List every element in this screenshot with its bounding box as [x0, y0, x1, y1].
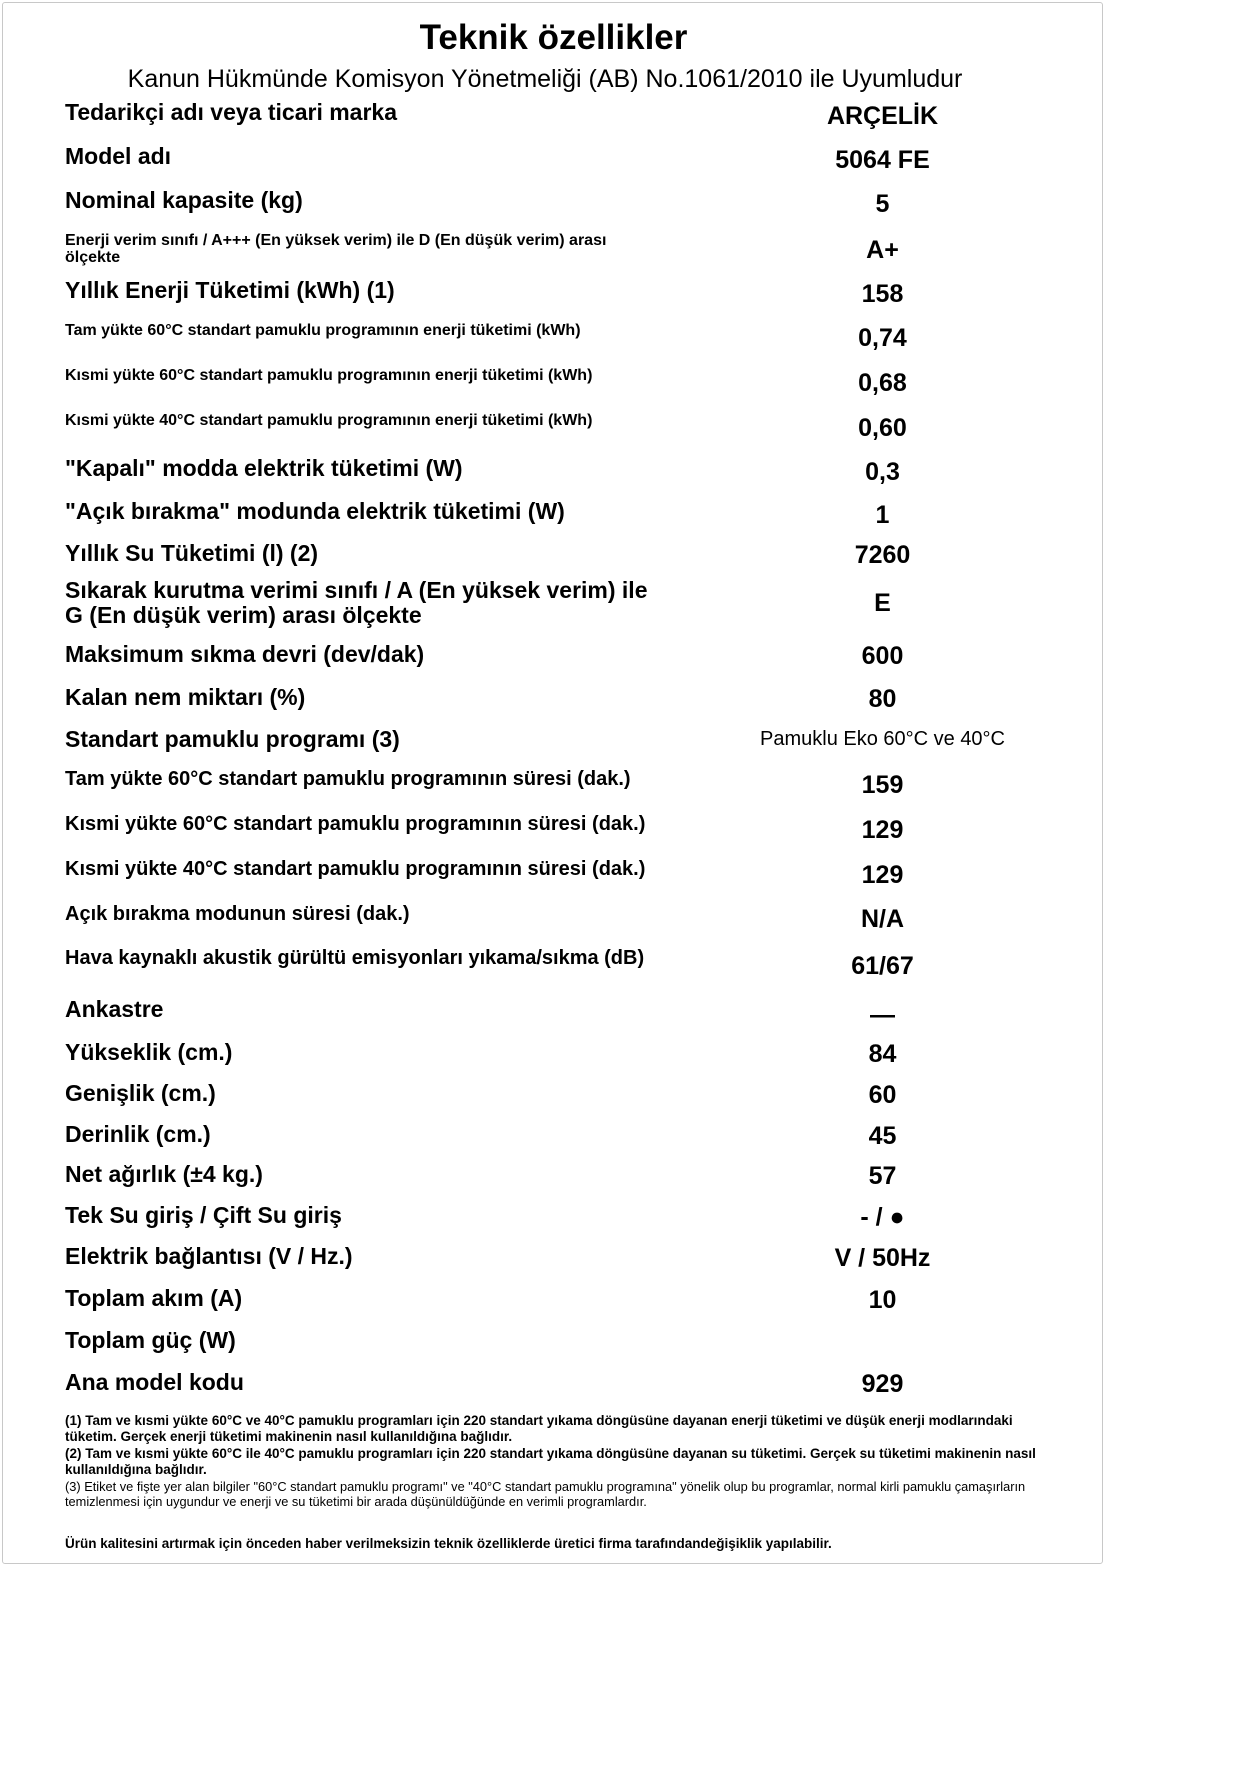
spec-value: 57 — [868, 1162, 897, 1190]
spec-label: Net ağırlık (±4 kg.) — [65, 1161, 263, 1187]
spec-label: Sıkarak kurutma verimi sınıfı / A (En yüksek verim) ile G (En düşük verim) arası ölçekte — [65, 577, 648, 628]
spec-value: 129 — [861, 816, 904, 844]
footnote-3: (3) Etiket ve fişte yer alan bilgiler "60°C standart pamuklu programı" ve "40°C standart pamuklu programına" yönelik olup bu programlar, normal kirli pamuklu çamaşırların temizlenmesi için uygundur ve enerji ve su tüketimi bir arada düşünüldüğünde en verimli programlardır. — [65, 1478, 1026, 1510]
spec-label: Toplam güç (W) — [65, 1327, 236, 1353]
spec-label: "Kapalı" modda elektrik tüketimi (W) — [65, 455, 463, 481]
spec-label: Derinlik (cm.) — [65, 1121, 211, 1147]
spec-label: Tek Su giriş / Çift Su giriş — [65, 1202, 342, 1228]
spec-label: Yıllık Enerji Tüketimi (kWh) (1) — [65, 277, 395, 303]
footnotes — [65, 1413, 1055, 1510]
spec-label: Maksimum sıkma devri (dev/dak) — [65, 641, 425, 667]
spec-label: Tedarikçi adı veya ticari marka — [65, 99, 397, 125]
page-subtitle: Kanun Hükmünde Komisyon Yönetmeliği (AB) No.1061/2010 ile Uyumludur — [127, 65, 963, 93]
spec-label: Yükseklik (cm.) — [65, 1039, 233, 1065]
spec-label: Yıllık Su Tüketimi (l) (2) — [65, 540, 319, 566]
spec-label: Kısmi yükte 60°C standart pamuklu programının enerji tüketimi (kWh) — [65, 367, 593, 384]
spec-label: Kısmi yükte 40°C standart pamuklu programının enerji tüketimi (kWh) — [65, 412, 593, 429]
spec-value: V / 50Hz — [834, 1244, 931, 1272]
spec-value: 0,3 — [865, 458, 900, 486]
spec-label: Enerji verim sınıfı / A+++ (En yüksek verim) ile D (En düşük verim) arası ölçekte — [65, 232, 607, 267]
spec-value: Pamuklu Eko 60°C ve 40°C — [760, 728, 1005, 750]
spec-value: 7260 — [854, 541, 911, 569]
spec-value: 600 — [861, 642, 904, 670]
spec-label: Ankastre — [65, 996, 164, 1022]
spec-label: Kısmi yükte 60°C standart pamuklu programının süresi (dak.) — [65, 813, 646, 835]
spec-label: Toplam akım (A) — [65, 1285, 243, 1311]
spec-value: 10 — [868, 1286, 897, 1314]
spec-label: Kalan nem miktarı (%) — [65, 684, 306, 710]
spec-value: 45 — [868, 1122, 897, 1150]
spec-value: 0,60 — [858, 414, 907, 442]
spec-value: 0,68 — [858, 369, 907, 397]
page-title: Teknik özellikler — [419, 18, 688, 57]
spec-label: Açık bırakma modunun süresi (dak.) — [65, 903, 410, 925]
spec-value: 129 — [861, 861, 904, 889]
spec-value: E — [874, 589, 891, 617]
spec-value: 60 — [868, 1081, 897, 1109]
spec-label: Kısmi yükte 40°C standart pamuklu programının süresi (dak.) — [65, 858, 646, 880]
spec-value: N/A — [860, 905, 905, 933]
spec-value: A+ — [866, 236, 899, 264]
spec-value: 1 — [875, 501, 890, 529]
spec-value: 84 — [868, 1040, 897, 1068]
spec-value: 0,74 — [858, 324, 907, 352]
spec-value: 61/67 — [851, 952, 914, 980]
spec-value: 159 — [861, 771, 904, 799]
spec-label: Nominal kapasite (kg) — [65, 187, 303, 213]
footnote-1: (1) Tam ve kısmi yükte 60°C ve 40°C pamuklu programları için 220 standart yıkama döngüsüne dayanan enerji tüketimi ve düşük enerji modlarındaki tüketim. Gerçek enerji tüketimi makinenin nasıl kullanıldığına bağlıdır. — [65, 1413, 1013, 1445]
spec-value: — — [870, 1001, 895, 1029]
spec-value: ARÇELİK — [826, 102, 939, 130]
spec-label: Ana model kodu — [65, 1369, 244, 1395]
spec-value: 5 — [875, 190, 890, 218]
spec-value: 929 — [861, 1370, 904, 1398]
spec-label: Tam yükte 60°C standart pamuklu programının süresi (dak.) — [65, 768, 631, 790]
spec-label: Elektrik bağlantısı (V / Hz.) — [65, 1243, 353, 1269]
spec-value: 158 — [861, 280, 904, 308]
spec-label: Hava kaynaklı akustik gürültü emisyonları yıkama/sıkma (dB) — [65, 947, 645, 969]
spec-value: 5064 FE — [835, 146, 930, 174]
spec-value: - / ● — [860, 1203, 905, 1231]
spec-value: 80 — [868, 685, 897, 713]
spec-label: Tam yükte 60°C standart pamuklu programının enerji tüketimi (kWh) — [65, 322, 581, 339]
footnote-2: (2) Tam ve kısmi yükte 60°C ile 40°C pamuklu programları için 220 standart yıkama döngüsüne dayanan su tüketimi. Gerçek su tüketimi makinenin nasıl kullanıldığına bağlıdır. — [65, 1445, 1036, 1478]
spec-label: Model adı — [65, 143, 172, 169]
spec-label: Genişlik (cm.) — [65, 1080, 216, 1106]
spec-label: "Açık bırakma" modunda elektrik tüketimi (W) — [65, 498, 565, 524]
spec-label: Standart pamuklu programı (3) — [65, 726, 400, 752]
disclaimer: Ürün kalitesini artırmak için önceden haber verilmeksizin teknik özelliklerde üretici firma tarafındandeğişiklik yapılabilir. — [65, 1536, 832, 1551]
